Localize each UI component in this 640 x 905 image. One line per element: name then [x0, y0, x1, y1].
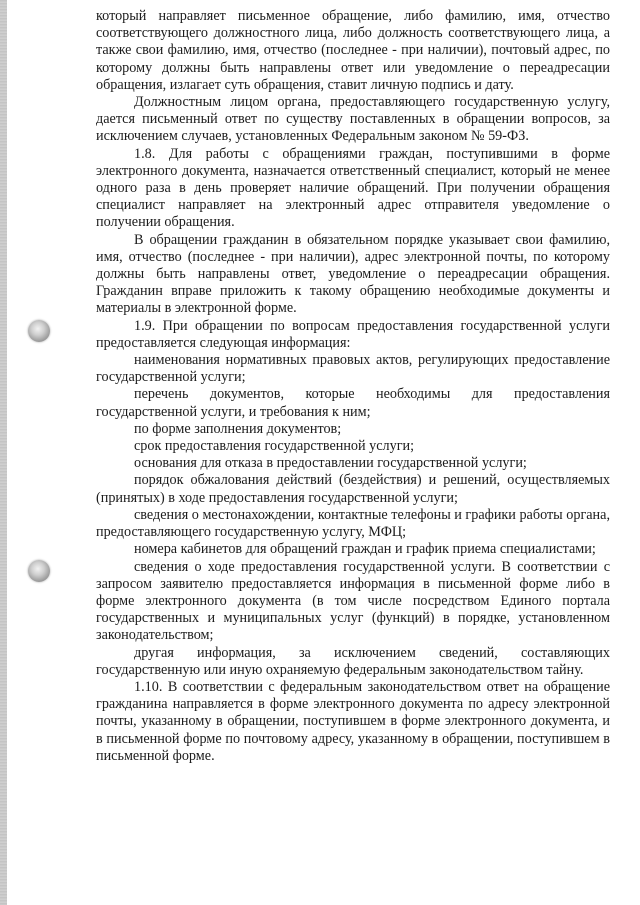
list-item: наименования нормативных правовых актов, регулирующих предоставление государственной услуги;	[96, 352, 610, 386]
list-item: порядок обжалования действий (бездействия) и решений, осуществляемых (принятых) в ходе предоставления государственной услуги;	[96, 472, 610, 506]
punch-hole	[28, 560, 50, 582]
scan-edge	[0, 0, 7, 905]
list-item: сведения о ходе предоставления государственной услуги. В соответствии с запросом заявителю предоставляется информация в письменной форме либо в форме электронного документа (в том числе посредством Единого портала государственных и муниципальных услуг (функций) в порядке, установленном законодательством;	[96, 558, 610, 644]
paragraph: 1.10. В соответствии с федеральным законодательством ответ на обращение гражданина направляется в форме электронного документа по адресу электронной почты, указанному в обращении, поступившем в форме электронного документа, и в письменной форме по почтовому адресу, указанному в обращении, поступившем в письменной форме.	[96, 678, 610, 764]
list-item: срок предоставления государственной услуги;	[134, 438, 415, 455]
list-item: другая информация, за исключением сведений, составляющих государственную или иную охраняемую федеральным законодательством тайну.	[96, 644, 610, 678]
document-page	[96, 8, 610, 765]
paragraph: который направляет письменное обращение, либо фамилию, имя, отчество соответствующего должностного лица, либо должность соответствующего лица, а также свои фамилию, имя, отчество (последнее - при наличии), почтовый адрес, по которому должны быть направлены ответ или уведомление о переадресации обращения, излагает суть обращения, ставит личную подпись и дату.	[96, 8, 610, 93]
list-item: сведения о местонахождении, контактные телефоны и графики работы органа, предоставляющего государственную услугу, МФЦ;	[96, 506, 610, 541]
punch-hole	[28, 320, 50, 342]
list-item: перечень документов, которые необходимы для предоставления государственной услуги, и требования к ним;	[96, 386, 610, 420]
paragraph: 1.8. Для работы с обращениями граждан, поступившими в форме электронного документа, назначается ответственный специалист, который не менее одного раза в день проверяет наличие обращений. При получении обращения специалист направляет на электронный адрес отправителя уведомление о получении обращения.	[96, 145, 610, 231]
paragraph: 1.9. При обращении по вопросам предоставления государственной услуги предоставляется следующая информация:	[96, 317, 610, 351]
paragraph: В обращении гражданин в обязательном порядке указывает свои фамилию, имя, отчество (последнее - при наличии), адрес электронной почты, по которому должны быть направлены ответ, уведомление о переадресации обращения. Гражданин вправе приложить к такому обращению необходимые документы и материалы в электронной форме.	[96, 231, 610, 317]
list-item: основания для отказа в предоставлении государственной услуги;	[134, 455, 527, 472]
list-item: номера кабинетов для обращений граждан и график приема специалистами;	[134, 541, 596, 558]
paragraph: Должностным лицом органа, предоставляющего государственную услугу, дается письменный ответ по существу поставленных в обращении вопросов, за исключением случаев, установленных Федеральным законом № 59-ФЗ.	[96, 94, 610, 145]
list-item: по форме заполнения документов;	[134, 420, 342, 437]
